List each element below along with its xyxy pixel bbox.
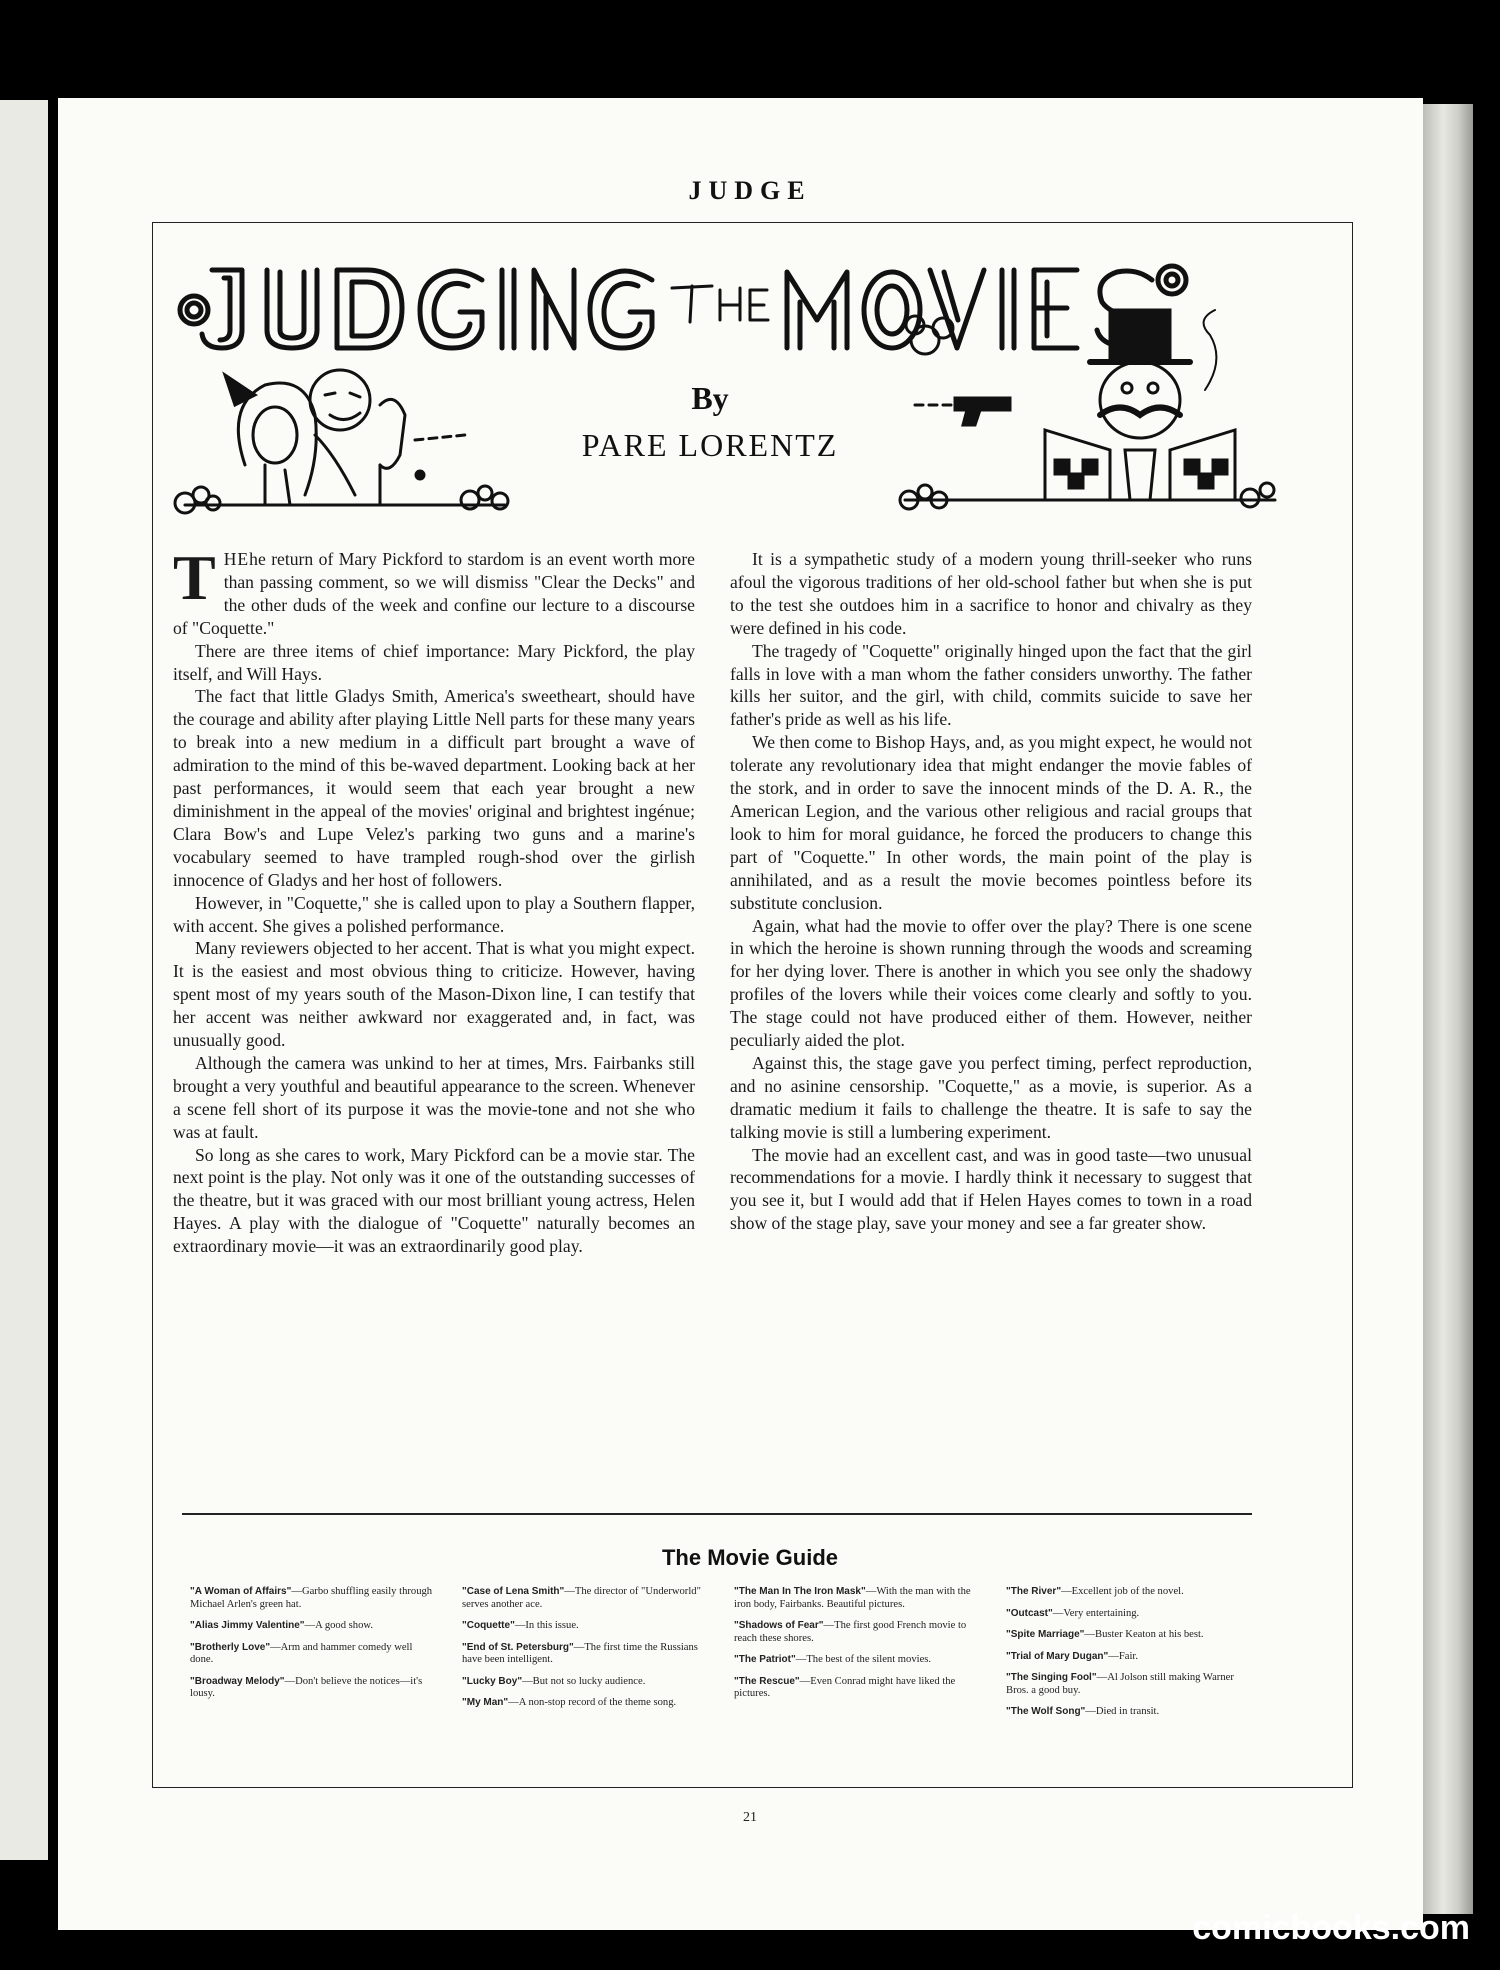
movie-guide-entry: "A Woman of Affairs"—Garbo shuffling easily through Michael Arlen's green hat. xyxy=(190,1586,433,1610)
section-divider xyxy=(182,1513,1252,1515)
movie-guide-entry: "The Man In The Iron Mask"—With the man with the iron body, Fairbanks. Beautiful pictures. xyxy=(734,1586,971,1610)
movie-guide-column xyxy=(462,1586,706,1728)
movie-guide-entry: "Case of Lena Smith"—The director of "Underworld" serves another ace. xyxy=(462,1586,701,1610)
drop-cap-rest: HE xyxy=(223,549,250,569)
author-name: PARE LORENTZ xyxy=(581,427,839,463)
article-paragraph: There are three items of chief importance: Mary Pickford, the play itself, and Will Hays. xyxy=(173,640,695,684)
movie-guide-entry: "The Wolf Song"—Died in transit. xyxy=(1006,1706,1160,1717)
movie-guide-entry: "Brotherly Love"—Arm and hammer comedy well done. xyxy=(190,1641,413,1665)
article-paragraph: So long as she cares to work, Mary Pickford can be a movie star. The next point is the play. Not only was it one of the outstanding successes of the theatre, but it was graced with our most brilliant young actress, Helen Hayes. A play with the dialogue of "Coquette" naturally becomes an extraordinary movie—it was an extraordinarily good play. xyxy=(173,1144,695,1257)
movie-guide-entry: "The River"—Excellent job of the novel. xyxy=(1006,1586,1184,1597)
movie-guide-entry: "The Singing Fool"—Al Jolson still making Warner Bros. a good buy. xyxy=(1006,1672,1234,1696)
article-paragraph: The tragedy of "Coquette" originally hinged upon the fact that the girl falls in love with a man whom the father considers unworthy. The father kills her suitor, and the girl, with child, commits suicide to save her father's pride as well as his life. xyxy=(730,640,1252,730)
movie-guide-column xyxy=(1006,1586,1250,1728)
movie-guide-entry: "Outcast"—Very entertaining. xyxy=(1006,1607,1140,1619)
movie-guide-entry: "The Patriot"—The best of the silent movies. xyxy=(734,1654,932,1665)
movie-guide-column xyxy=(190,1586,434,1728)
article-paragraph: Against this, the stage gave you perfect timing, perfect reproduction, and no asinine censorship. "Coquette," as a movie, is superior. As a dramatic medium it fails to challenge the theatre. It is safe to say the talking movie is still a lumbering experiment. xyxy=(730,1052,1252,1142)
article-paragraph: Although the camera was unkind to her at times, Mrs. Fairbanks still brought a very youthful and beautiful appearance to the screen. Whenever a scene fell short of its purpose it was the movie-tone and not she who was at fault. xyxy=(173,1052,695,1142)
movie-guide-column xyxy=(734,1586,978,1728)
article-paragraph: Again, what had the movie to offer over the play? There is one scene in which the heroine is shown running through the woods and screaming for her dying lover. There is another in which you see only the shadowy profiles of the lovers while their voices come clearly and softly to you. The stage could not have produced either of them. However, neither peculiarly aided the plot. xyxy=(730,915,1252,1051)
movie-guide xyxy=(190,1586,1252,1728)
article-paragraph: The movie had an excellent cast, and was in good taste—two unusual recommendations for a movie. I hardly think it necessary to suggest that you see it, but I would add that if Helen Hayes comes to town in a road show of the stage play, save your money and see a far greater show. xyxy=(730,1144,1252,1234)
movie-guide-entry: "Spite Marriage"—Buster Keaton at his best. xyxy=(1006,1629,1204,1640)
movie-guide-entry: "Coquette"—In this issue. xyxy=(462,1620,579,1631)
article-paragraph: We then come to Bishop Hays, and, as you might expect, he would not tolerate any revolutionary idea that might endanger the movie fables of the stork, and in order to save the innocent minds of the D. A. R., the American Legion, and the various other religious and racial groups that look to him for moral guidance, he forced the producers to change this part of "Coquette." In other words, the main point of the play is annihilated, and as a result the movie becomes pointless before its substitute conclusion. xyxy=(730,732,1252,913)
page-number: 21 xyxy=(743,1810,757,1825)
movie-guide-entry: "Shadows of Fear"—The first good French movie to reach these shores. xyxy=(734,1620,967,1644)
left-page-edge xyxy=(0,100,48,1860)
cartoon-illustration-left xyxy=(165,345,535,525)
article-paragraph: It is a sympathetic study of a modern young thrill-seeker who runs afoul the vigorous traditions of her old-school father but when she is put to the test she outdoes him in a sacrifice to honor and chivalry as they were defined in his code. xyxy=(730,549,1252,638)
article-paragraph: The fact that little Gladys Smith, America's sweetheart, should have the courage and ability after playing Little Nell parts for these many years to break into a new medium in a difficult part brought a wave of admiration to the mind of this be-waved department. Looking back at her past performances, it would seem that each year brought a new diminishment in the appeal of the movies' original and brightest ingénue; Clara Bow's and Lupe Velez's parking two guns and a marine's vocabulary seemed to have trampled rough-shod over the girlish innocence of Gladys and her host of followers. xyxy=(173,686,695,890)
movie-guide-title: The Movie Guide xyxy=(661,1545,839,1570)
article-column-right xyxy=(730,548,1252,1235)
movie-guide-entry: "Alias Jimmy Valentine"—A good show. xyxy=(190,1620,374,1631)
watermark: comicbooks.com xyxy=(1192,1909,1470,1947)
byline-by: By xyxy=(691,380,729,416)
movie-guide-entry: "Trial of Mary Dugan"—Fair. xyxy=(1006,1650,1139,1662)
drop-cap: T xyxy=(173,542,216,613)
movie-guide-entry: "My Man"—A non-stop record of the theme song. xyxy=(462,1697,677,1708)
article-column-left xyxy=(173,542,695,1258)
article-paragraph: However, in "Coquette," she is called upon to play a Southern flapper, with accent. She gives a polished performance. xyxy=(173,892,695,936)
article-paragraph: THEhe return of Mary Pickford to stardom is an event worth more than passing comment, so we will dismiss "Clear the Decks" and the other duds of the week and confine our lecture to a discourse of "Coquette." xyxy=(173,542,695,638)
movie-guide-entry: "End of St. Petersburg"—The first time the Russians have been intelligent. xyxy=(462,1641,698,1665)
movie-guide-entry: "Broadway Melody"—Don't believe the notices—it's lousy. xyxy=(190,1675,423,1699)
magazine-name: JUDGE xyxy=(688,176,812,205)
movie-guide-entry: "The Rescue"—Even Conrad might have liked the pictures. xyxy=(734,1675,956,1699)
movie-guide-entry: "Lucky Boy"—But not so lucky audience. xyxy=(462,1675,646,1687)
cartoon-illustration-right xyxy=(895,300,1295,530)
article-paragraph: Many reviewers objected to her accent. That is what you might expect. It is the easiest and most obvious thing to criticize. However, having spent most of my years south of the Mason-Dixon line, I can testify that her accent was neither awkward nor exaggerated and, in fact, was unusually good. xyxy=(173,938,695,1051)
byline xyxy=(540,380,880,464)
book-spine xyxy=(1423,104,1473,1914)
